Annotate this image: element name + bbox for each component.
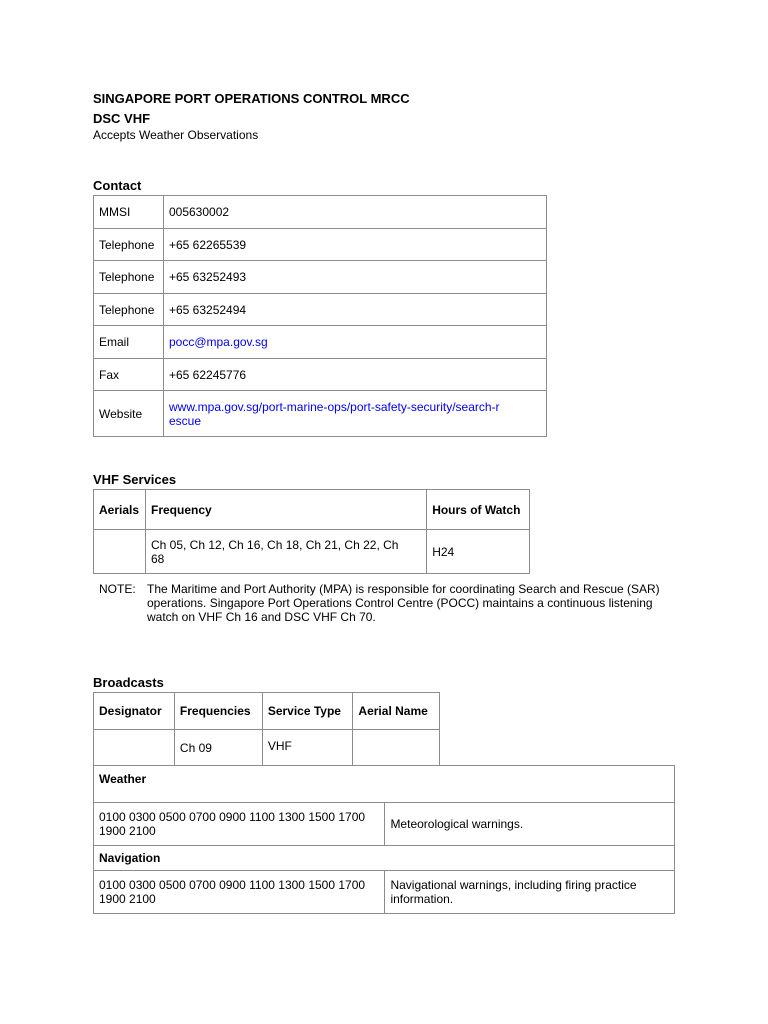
service-type-cell: VHF [262, 730, 353, 766]
navigation-text: Navigational warnings, including firing practice information. [385, 871, 675, 914]
broadcasts-heading: Broadcasts [93, 675, 164, 690]
table-row [94, 490, 530, 530]
weather-times: 0100 0300 0500 0700 0900 1100 1300 1500 1700 1900 2100 [94, 803, 385, 846]
page-title: SINGAPORE PORT OPERATIONS CONTROL MRCC [93, 91, 410, 106]
contact-heading: Contact [93, 178, 142, 193]
table-row [94, 871, 675, 914]
vhf-heading: VHF Services [93, 472, 177, 487]
table-row [94, 766, 675, 803]
contact-label: Website [94, 391, 164, 437]
table-row [94, 261, 547, 294]
broadcast-schedule-table [93, 765, 675, 914]
column-header: Frequency [145, 490, 426, 530]
table-row [94, 229, 547, 261]
table-row [94, 693, 440, 730]
note-label: NOTE: [99, 582, 136, 596]
contact-label: Telephone [94, 261, 164, 294]
table-row [94, 359, 547, 391]
aerials-cell [94, 530, 146, 574]
weather-heading: Weather [94, 766, 675, 803]
frequency-cell: Ch 05, Ch 12, Ch 16, Ch 18, Ch 21, Ch 22, Ch 68 [145, 530, 426, 574]
column-header: Aerial Name [353, 693, 440, 730]
contact-value: +65 63252494 [163, 294, 546, 326]
contact-table [93, 195, 547, 437]
email-link[interactable]: pocc@mpa.gov.sg [168, 335, 268, 349]
page-subtitle: DSC VHF [93, 111, 151, 126]
contact-label: MMSI [94, 196, 164, 229]
table-row [94, 846, 675, 871]
broadcasts-table [93, 692, 440, 766]
contact-label: Fax [94, 359, 164, 391]
table-row [94, 530, 530, 574]
column-header: Hours of Watch [427, 490, 530, 530]
table-row [94, 294, 547, 326]
contact-value: +65 62265539 [163, 229, 546, 261]
weather-text: Meteorological warnings. [385, 803, 675, 846]
contact-label: Email [94, 326, 164, 359]
contact-value: +65 63252493 [163, 261, 546, 294]
table-row [94, 803, 675, 846]
note-text: The Maritime and Port Authority (MPA) is responsible for coordinating Search and Rescue (SAR) operations. Singapore Port Operations Control Centre (POCC) maintains a continuous listening watch on VHF Ch 16 and DSC VHF Ch 70. [147, 582, 660, 624]
contact-label: Telephone [94, 229, 164, 261]
table-row [94, 326, 547, 359]
table-row [94, 730, 440, 766]
website-link[interactable]: www.mpa.gov.sg/port-marine-ops/port-safety-security/search-rescue [168, 399, 500, 428]
column-header: Aerials [94, 490, 146, 530]
page-description: Accepts Weather Observations [93, 128, 259, 142]
hours-cell: H24 [427, 530, 530, 574]
navigation-heading: Navigation [94, 846, 675, 871]
column-header: Designator [94, 693, 175, 730]
frequencies-cell: Ch 09 [174, 730, 262, 766]
designator-cell [94, 730, 175, 766]
aerial-name-cell [353, 730, 440, 766]
column-header: Frequencies [174, 693, 262, 730]
contact-value: +65 62245776 [163, 359, 546, 391]
contact-label: Telephone [94, 294, 164, 326]
navigation-times: 0100 0300 0500 0700 0900 1100 1300 1500 1700 1900 2100 [94, 871, 385, 914]
column-header: Service Type [262, 693, 353, 730]
table-row [94, 196, 547, 229]
vhf-table [93, 489, 530, 574]
contact-value: 005630002 [163, 196, 546, 229]
table-row [94, 391, 547, 437]
